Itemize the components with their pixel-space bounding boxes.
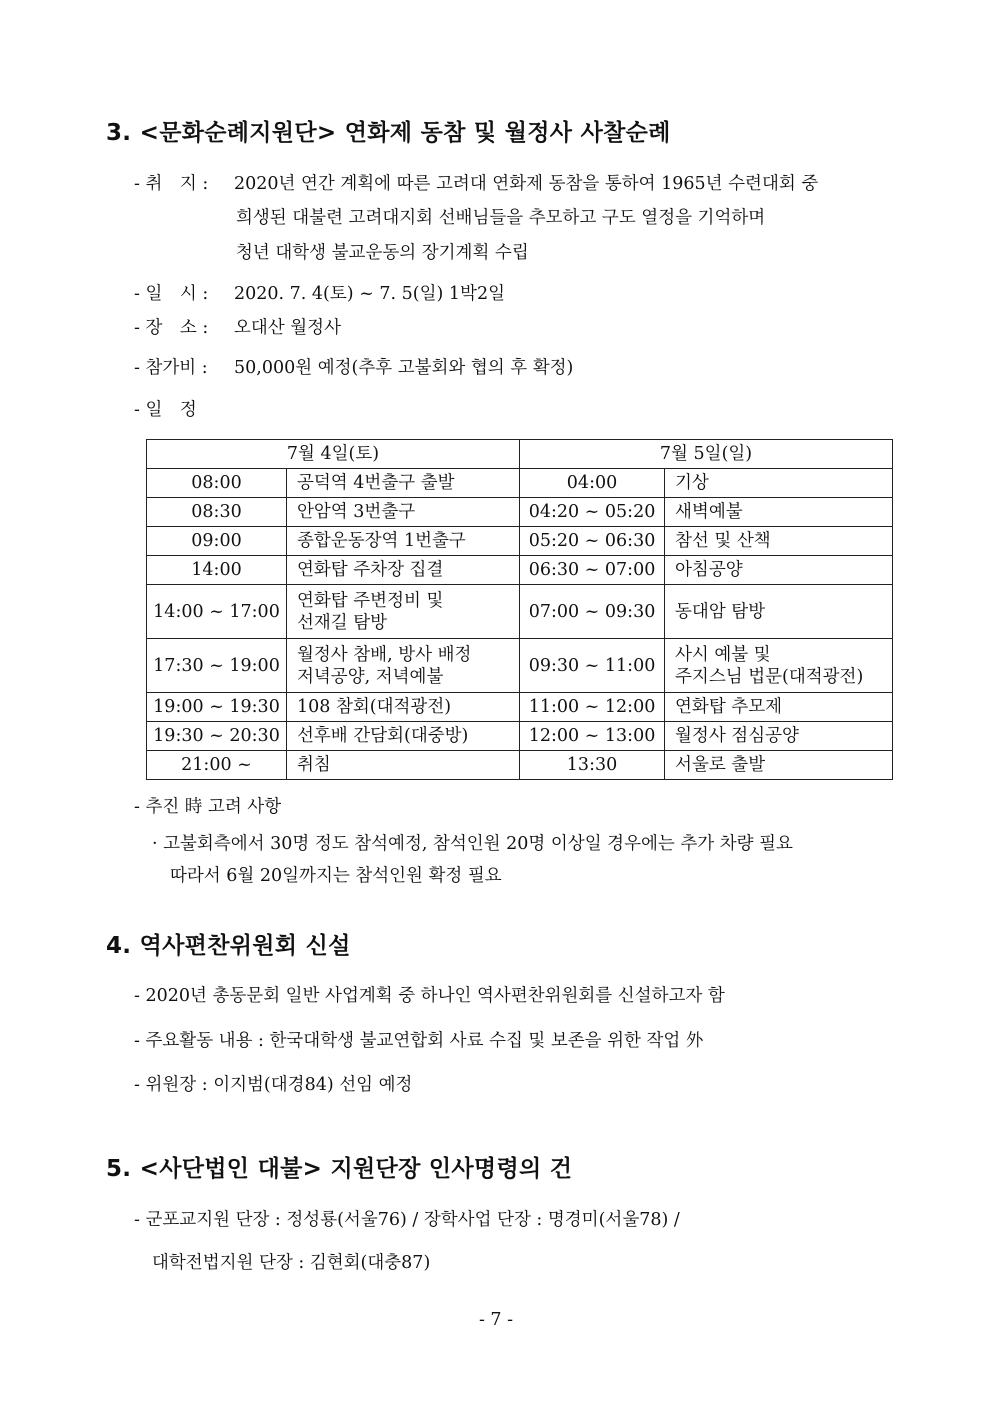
day2-event: 아침공양 (665, 556, 893, 585)
section-5-heading: 5. <사단법인 대불> 지원단장 인사명령의 건 (106, 1156, 573, 1182)
day2-event (665, 639, 893, 693)
day2-event: 기상 (665, 469, 893, 498)
day2-event: 월정사 점심공양 (665, 722, 893, 751)
day2-time: 04:00 (520, 469, 665, 498)
day1-event-line-2: 저녁공양, 저녁예불 (297, 666, 444, 687)
day1-event: 안암역 3번출구 (287, 498, 520, 527)
purpose-line-3: 청년 대학생 불교운동의 장기계획 수립 (236, 243, 529, 263)
day1-event: 취침 (287, 751, 520, 780)
day2-time: 05:20 ~ 06:30 (520, 527, 665, 556)
table-row (147, 751, 893, 780)
purpose-label: - 취 지 : (134, 174, 209, 194)
table-row (147, 585, 893, 639)
day2-event: 연화탑 추모제 (665, 693, 893, 722)
day2-event: 동대암 탐방 (665, 585, 893, 639)
day2-time: 11:00 ~ 12:00 (520, 693, 665, 722)
day1-event-line-2: 선재길 탐방 (297, 612, 388, 633)
day1-event: 선후배 간담회(대중방) (287, 722, 520, 751)
place-label: - 장 소 : (134, 318, 209, 338)
day2-time: 09:30 ~ 11:00 (520, 639, 665, 693)
day2-event: 새벽예불 (665, 498, 893, 527)
s4-item-2: - 주요활동 내용 : 한국대학생 불교연합회 사료 수집 및 보존을 위한 작업 外 (134, 1031, 704, 1051)
day2-event-line-1: 사시 예불 및 (675, 644, 771, 665)
day2-event: 서울로 출발 (665, 751, 893, 780)
day1-time: 14:00 ~ 17:00 (147, 585, 287, 639)
day1-time: 21:00 ~ (147, 751, 287, 780)
section-4-heading: 4. 역사편찬위원회 신설 (106, 933, 351, 959)
fee-value: 50,000원 예정(추후 고불회와 협의 후 확정) (234, 358, 574, 378)
s4-item-3: - 위원장 : 이지범(대경84) 선임 예정 (134, 1075, 413, 1095)
table-row (147, 469, 893, 498)
day1-event: 공덕역 4번출구 출발 (287, 469, 520, 498)
place-value: 오대산 월정사 (234, 318, 341, 338)
schedule-day2-header: 7월 5일(일) (520, 440, 893, 469)
day2-time: 04:20 ~ 05:20 (520, 498, 665, 527)
table-row (147, 639, 893, 693)
table-row (147, 498, 893, 527)
day1-time: 09:00 (147, 527, 287, 556)
day2-time: 12:00 ~ 13:00 (520, 722, 665, 751)
day1-time: 08:30 (147, 498, 287, 527)
s5-line-1: - 군포교지원 단장 : 정성룡(서울76) / 장학사업 단장 : 명경미(서울78) / (134, 1210, 680, 1230)
table-row (147, 527, 893, 556)
consider-line-1: · 고불회측에서 30명 정도 참석예정, 참석인원 20명 이상일 경우에는 추가 차량 필요 (152, 834, 793, 854)
table-row (147, 722, 893, 751)
day1-time: 17:30 ~ 19:00 (147, 639, 287, 693)
day1-time: 19:30 ~ 20:30 (147, 722, 287, 751)
day1-event-line-1: 연화탑 주변정비 및 (297, 590, 444, 611)
day2-event-line-2: 주지스님 법문(대적광전) (675, 666, 864, 687)
schedule-table (146, 439, 893, 780)
day2-time: 06:30 ~ 07:00 (520, 556, 665, 585)
consider-label: - 추진 時 고려 사항 (134, 797, 282, 817)
day1-time: 19:00 ~ 19:30 (147, 693, 287, 722)
day1-event (287, 585, 520, 639)
schedule-day1-header: 7월 4일(토) (147, 440, 520, 469)
schedule-label: - 일 정 (134, 400, 197, 420)
day1-event (287, 639, 520, 693)
day1-time: 08:00 (147, 469, 287, 498)
day1-event: 종합운동장역 1번출구 (287, 527, 520, 556)
fee-label: - 참가비 : (134, 358, 208, 378)
date-value: 2020. 7. 4(토) ~ 7. 5(일) 1박2일 (234, 284, 505, 304)
s5-line-2: 대학전법지원 단장 : 김현회(대충87) (152, 1253, 431, 1273)
purpose-line-2: 희생된 대불련 고려대지회 선배님들을 추모하고 구도 열정을 기억하며 (236, 208, 766, 228)
date-label: - 일 시 : (134, 284, 209, 304)
day2-time: 07:00 ~ 09:30 (520, 585, 665, 639)
consider-line-2: 따라서 6월 20일까지는 참석인원 확정 필요 (170, 866, 502, 886)
day2-time: 13:30 (520, 751, 665, 780)
page-number: - 7 - (478, 1310, 514, 1330)
day2-event: 참선 및 산책 (665, 527, 893, 556)
table-row (147, 693, 893, 722)
s4-item-1: - 2020년 총동문회 일반 사업계획 중 하나인 역사편찬위원회를 신설하고자 함 (134, 986, 725, 1006)
table-row (147, 556, 893, 585)
day1-time: 14:00 (147, 556, 287, 585)
purpose-line-1: 2020년 연간 계획에 따른 고려대 연화제 동참을 통하여 1965년 수련대회 중 (234, 174, 819, 194)
day1-event: 108 참회(대적광전) (287, 693, 520, 722)
section-3-heading: 3. <문화순례지원단> 연화제 동참 및 월정사 사찰순례 (106, 120, 671, 146)
day1-event-line-1: 월정사 참배, 방사 배정 (297, 644, 472, 665)
day1-event: 연화탑 주차장 집결 (287, 556, 520, 585)
